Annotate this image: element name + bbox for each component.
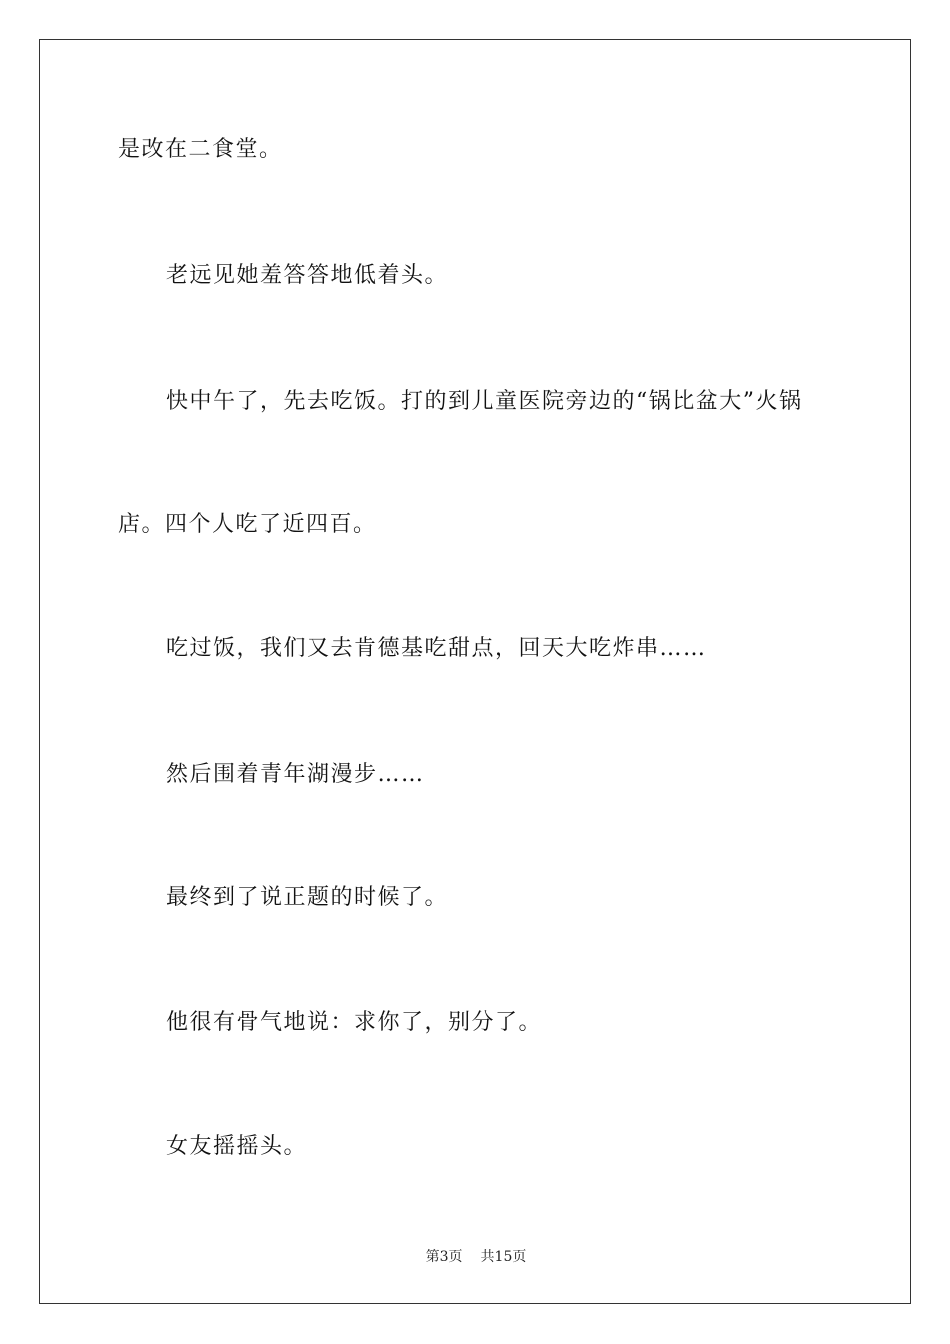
- page-total: 共15页: [480, 1249, 527, 1265]
- paragraph-line: 最终到了说正题的时候了。: [166, 885, 449, 910]
- paragraph-line: 店。四个人吃了近四百。: [118, 512, 377, 537]
- paragraph-line: 女友摇摇头。: [166, 1134, 308, 1159]
- page-number: 第3页: [425, 1249, 463, 1265]
- paragraph-line: 然后围着青年湖漫步……: [166, 762, 425, 787]
- paragraph-line: 吃过饭，我们又去肯德基吃甜点，回天大吃炸串……: [166, 636, 707, 661]
- page-footer: [40, 1248, 912, 1266]
- paragraph-line: 快中午了，先去吃饭。打的到儿童医院旁边的“锅比盆大”火锅: [166, 389, 803, 414]
- paragraph-line: 老远见她羞答答地低着头。: [166, 263, 449, 288]
- paragraph-line: 他很有骨气地说：求你了，别分了。: [166, 1010, 543, 1035]
- page-frame: [39, 39, 911, 1304]
- paragraph-line: 是改在二食堂。: [118, 137, 283, 162]
